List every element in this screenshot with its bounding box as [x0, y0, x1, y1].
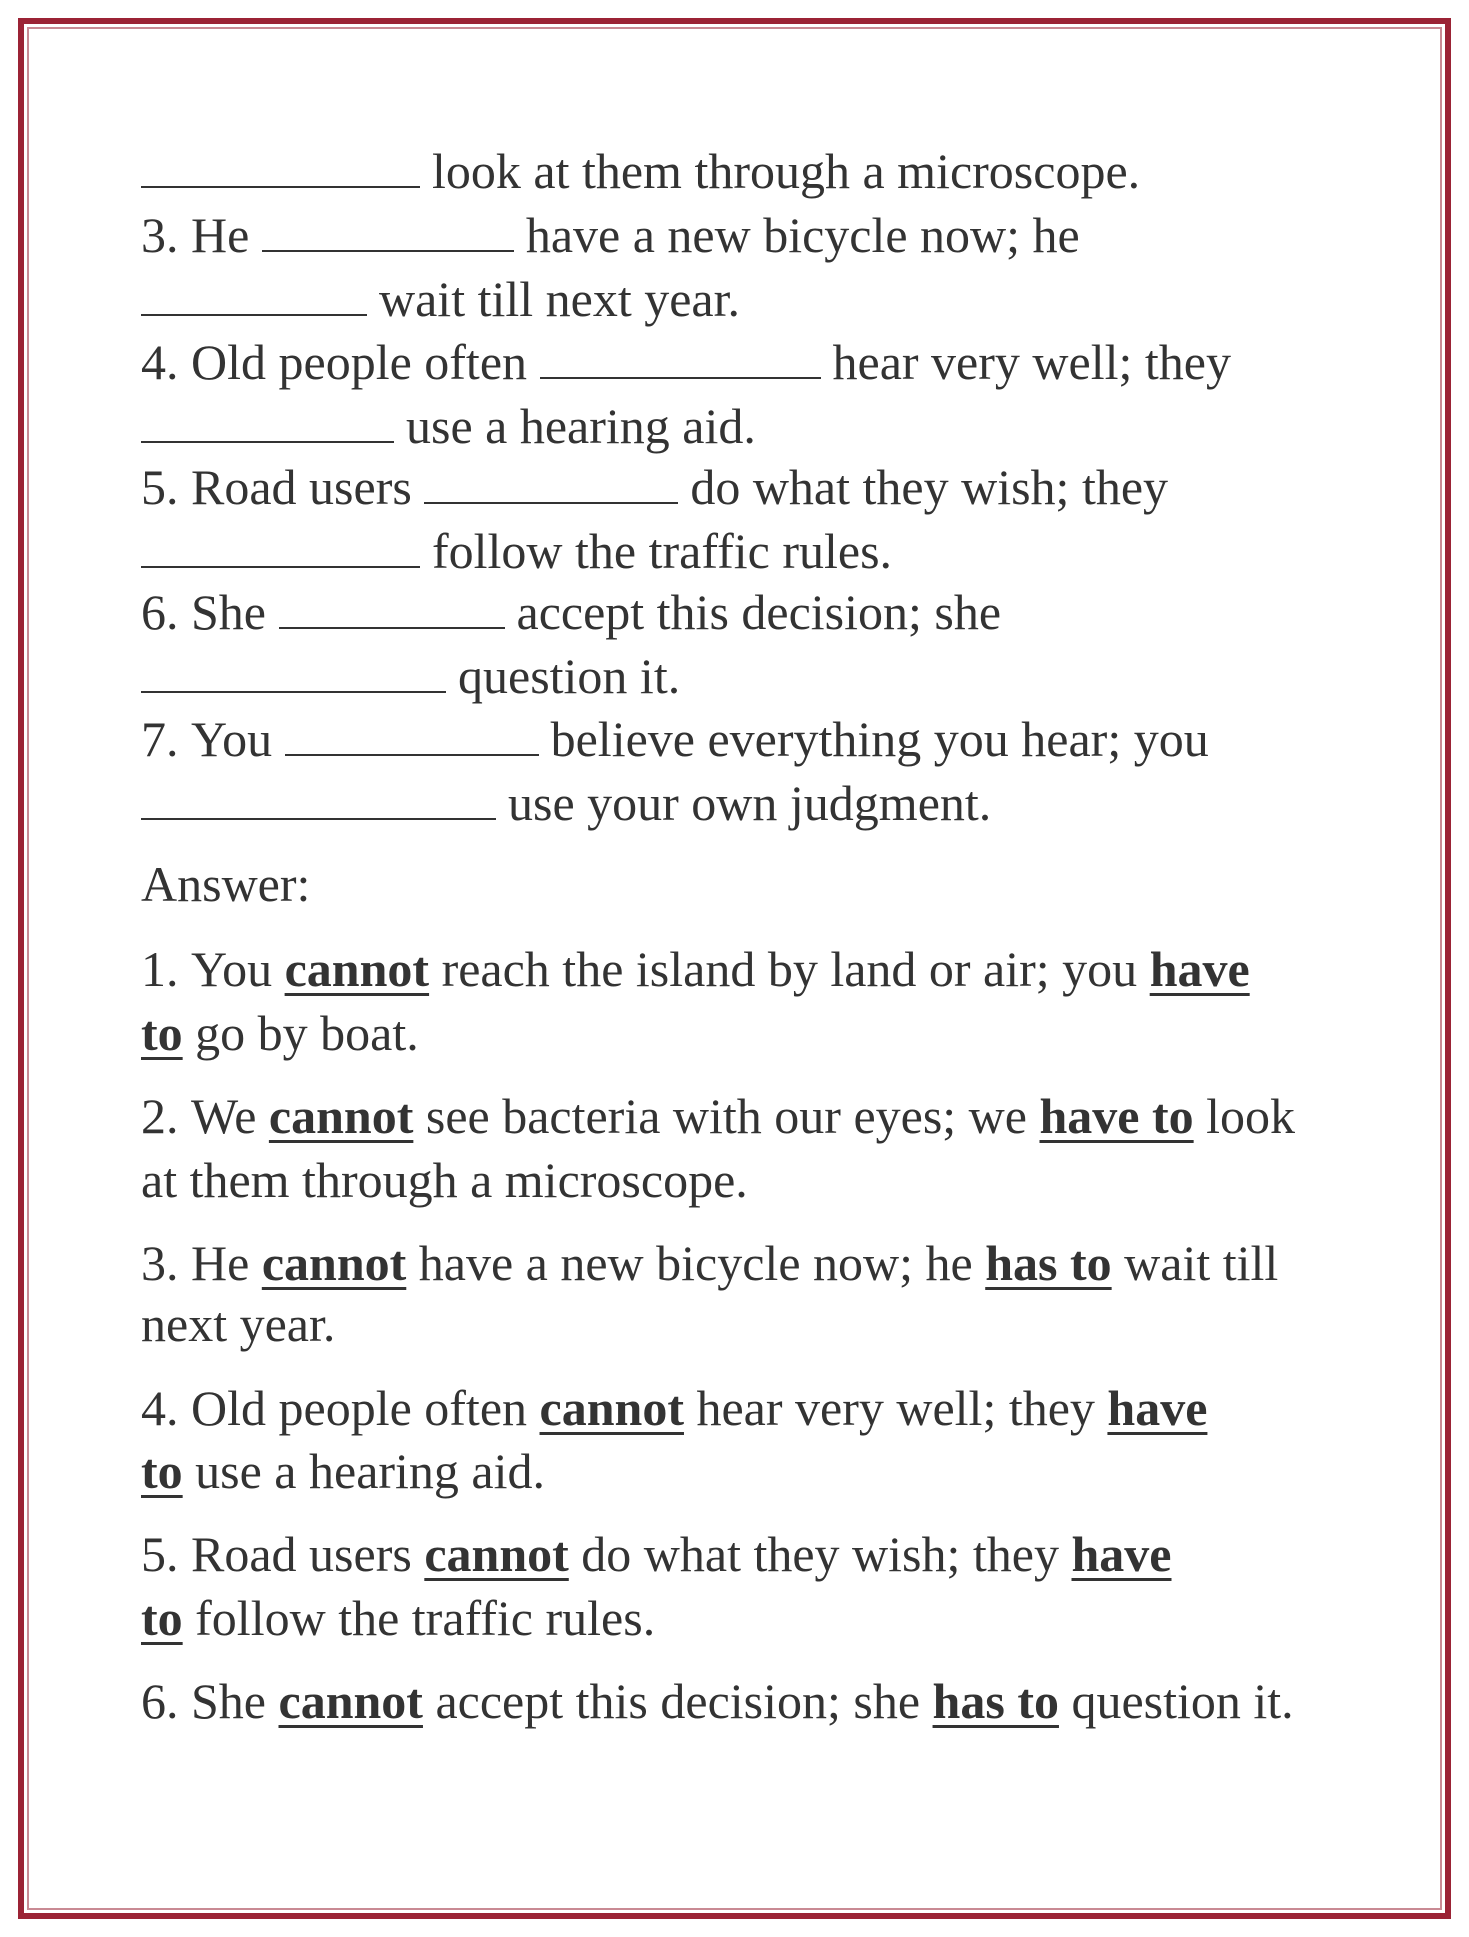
answer-line: [141, 1587, 655, 1650]
fill-in-blank: [262, 206, 514, 252]
answer-word: to: [141, 1443, 183, 1499]
answer-word: cannot: [424, 1526, 569, 1582]
line-text: use a hearing aid.: [182, 1443, 546, 1499]
exercise-line: [141, 268, 740, 331]
answer-word: to: [141, 1590, 183, 1646]
line-text: wait till next year.: [379, 271, 741, 327]
answer-line: [141, 1232, 1278, 1295]
line-text: question it.: [1058, 1673, 1294, 1729]
line-text: 4. Old people often: [141, 1380, 540, 1436]
exercise-line: [141, 456, 1168, 519]
fill-in-blank: [141, 774, 496, 820]
answer-word: cannot: [268, 1088, 414, 1144]
answer-heading: Answer:: [141, 856, 311, 912]
fill-in-blank: [285, 710, 539, 756]
line-text: use a hearing aid.: [406, 398, 756, 454]
fill-in-blank: [540, 333, 821, 379]
line-text: 3. He: [141, 1235, 262, 1291]
line-text: 5. Road users: [141, 459, 425, 515]
line-text: believe everything you hear; you: [550, 711, 1209, 767]
fill-in-blank: [141, 647, 446, 693]
line-text: reach the island by land or air; you: [429, 941, 1150, 997]
fill-in-blank: [141, 270, 367, 316]
line-text: 1. You: [141, 941, 285, 997]
line-text: 6. She: [141, 584, 279, 640]
line-text: accept this decision; she: [516, 584, 1002, 640]
answer-word: cannot: [284, 941, 430, 997]
line-text: question it.: [458, 648, 681, 704]
line-text: accept this decision; she: [422, 1673, 933, 1729]
answer-word: to: [141, 1005, 183, 1061]
exercise-line: [141, 520, 892, 583]
answer-word: cannot: [278, 1673, 423, 1729]
fill-in-blank: [141, 522, 420, 568]
line-text: follow the traffic rules.: [182, 1590, 656, 1646]
exercise-line: [141, 645, 680, 708]
answer-word: cannot: [539, 1380, 684, 1436]
answer-word: have: [1071, 1526, 1172, 1582]
line-text: 2. We: [141, 1088, 269, 1144]
fill-in-blank: [141, 397, 394, 443]
line-text: hear very well; they: [683, 1380, 1108, 1436]
line-text: next year.: [141, 1296, 336, 1352]
exercise-line: [141, 708, 1209, 771]
fill-in-blank: [279, 583, 505, 629]
answer-line: [141, 1293, 335, 1356]
answer-line: [141, 938, 1250, 1001]
line-text: use your own judgment.: [508, 775, 992, 831]
answer-word: has to: [932, 1673, 1059, 1729]
line-text: look at them through a microscope.: [432, 143, 1141, 199]
answer-line: [141, 1149, 748, 1212]
line-text: have a new bicycle now; he: [525, 207, 1080, 263]
answer-line: [141, 1085, 1295, 1148]
exercise-line: [141, 140, 1140, 203]
exercise-line: [141, 204, 1080, 267]
answer-line: [141, 1002, 419, 1065]
line-text: 5. Road users: [141, 1526, 425, 1582]
line-text: look: [1193, 1088, 1296, 1144]
answer-word: has to: [985, 1235, 1112, 1291]
answer-word: have: [1149, 941, 1250, 997]
line-text: follow the traffic rules.: [432, 523, 893, 579]
exercise-line: [141, 772, 991, 835]
line-text: go by boat.: [182, 1005, 419, 1061]
fill-in-blank: [424, 458, 678, 504]
answer-word: cannot: [261, 1235, 407, 1291]
line-text: see bacteria with our eyes; we: [413, 1088, 1040, 1144]
answer-line: [141, 1440, 545, 1503]
line-text: hear very well; they: [832, 334, 1231, 390]
answer-word: have: [1107, 1380, 1208, 1436]
line-text: 6. She: [141, 1673, 279, 1729]
fill-in-blank: [141, 142, 420, 188]
line-text: do what they wish; they: [690, 459, 1169, 515]
line-text: have a new bicycle now; he: [406, 1235, 986, 1291]
answer-line: [141, 1377, 1207, 1440]
line-text: wait till: [1111, 1235, 1279, 1291]
exercise-line: [141, 581, 1001, 644]
line-text: do what they wish; they: [568, 1526, 1072, 1582]
answer-line: [141, 1523, 1172, 1586]
answer-line: [141, 1670, 1294, 1733]
answer-word: have to: [1039, 1088, 1194, 1144]
line-text: at them through a microscope.: [141, 1152, 748, 1208]
exercise-line: [141, 395, 756, 458]
exercise-line: [141, 331, 1231, 394]
line-text: 3. He: [141, 207, 262, 263]
line-text: 4. Old people often: [141, 334, 540, 390]
line-text: 7. You: [141, 711, 285, 767]
